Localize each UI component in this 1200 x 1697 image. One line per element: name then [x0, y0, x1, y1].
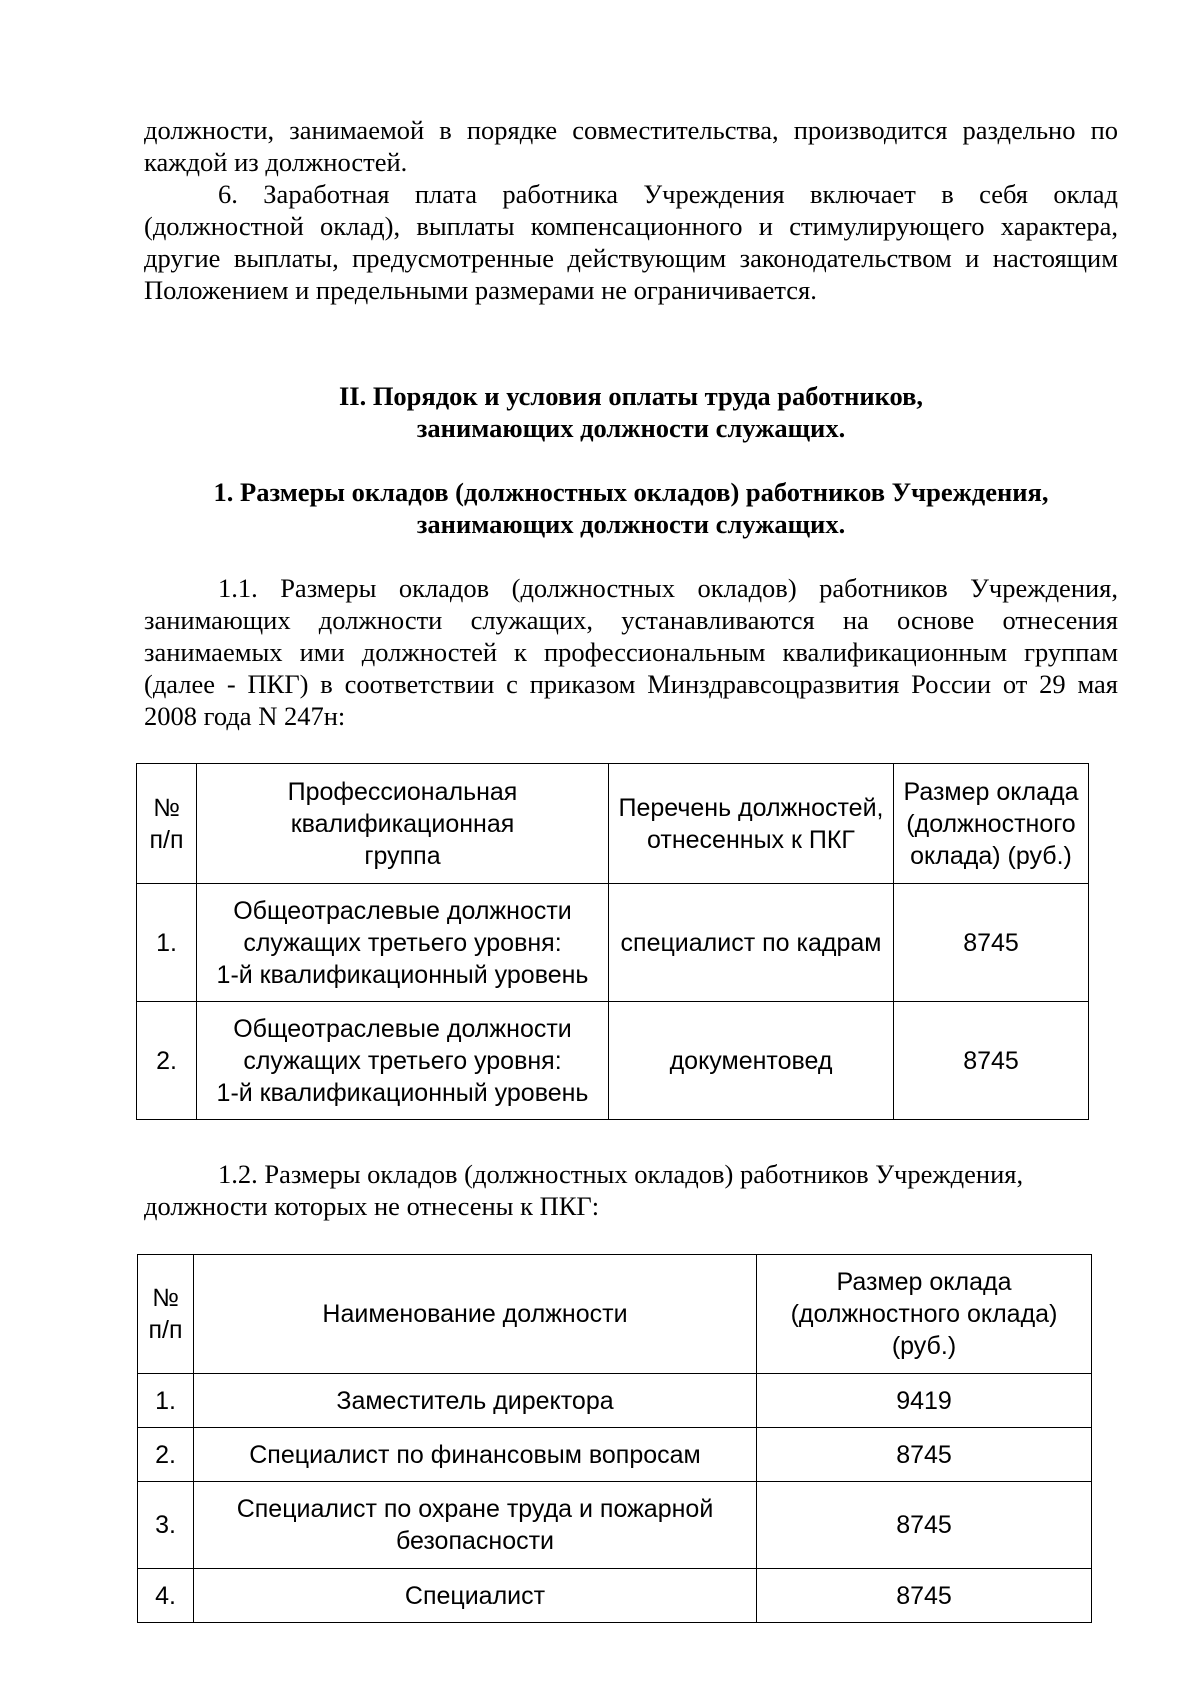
group-line: Общеотраслевые должности [233, 896, 572, 925]
row-salary: 8745 [757, 1569, 1092, 1623]
intro-paragraph-1: должности, занимаемой в порядке совместительства, производится раздельно по каждой из должностей. [144, 115, 1118, 177]
table-row [138, 1374, 1092, 1428]
subsection-heading-line-1: 1. Размеры окладов (должностных окладов) работников Учреждения, [213, 477, 1049, 507]
subsection-heading-line-2: занимающих должности служащих. [416, 509, 846, 539]
table-header-row [137, 764, 1089, 884]
section-heading-line-2: занимающих должности служащих. [416, 413, 846, 443]
row-position: документовед [609, 1002, 894, 1120]
row-position-name: Специалист по финансовым вопросам [194, 1428, 757, 1482]
position-name-line: Специалист по охране труда и пожарной [236, 1495, 714, 1523]
row-salary: 8745 [757, 1428, 1092, 1482]
row-position: специалист по кадрам [609, 884, 894, 1002]
table-row [138, 1482, 1092, 1569]
row-number: 3. [138, 1482, 194, 1569]
paragraph-1-1: 1.1. Размеры окладов (должностных окладов) работников Учреждения, занимающих должности служащих, устанавливаются на основе отнесения занимаемых ими должностей к профессиональным квалификационным группам (далее - ПКГ) в соответствии с приказом Минздравсоцразвития России от 29 мая 2008 года N 247н: [144, 573, 1118, 731]
intro-paragraph-2: 6. Заработная плата работника Учреждения включает в себя оклад (должностной оклад), выплаты компенсационного и стимулирующего характера, другие выплаты, предусмотренные действующим законодательством и настоящим Положением и предельными размерами не ограничивается. [144, 179, 1118, 305]
salary-header-line: (руб.) [891, 1332, 957, 1360]
paragraph-1-1-block [144, 572, 1118, 732]
position-name-line: безопасности [395, 1527, 555, 1555]
salary-header-line: Размер оклада [836, 1268, 1012, 1296]
header-position-name: Наименование должности [194, 1255, 757, 1374]
row-number: 2. [137, 1002, 197, 1120]
header-number [138, 1255, 194, 1374]
header-salary: Размер оклада (должностного оклада) (руб.) [894, 764, 1089, 884]
table-row [137, 884, 1089, 1002]
subsection-heading [144, 476, 1118, 540]
row-number: 1. [137, 884, 197, 1002]
row-salary: 9419 [757, 1374, 1092, 1428]
non-pkg-salary-table [137, 1254, 1092, 1623]
header-number-abbr: п/п [148, 1316, 183, 1344]
salary-header-line: (должностного оклада) [790, 1300, 1058, 1328]
row-qualification-group [197, 1002, 609, 1120]
paragraph-1-2-block [144, 1158, 1118, 1222]
row-salary: 8745 [894, 1002, 1089, 1120]
header-qualification-group: Профессиональная квалификационная группа [197, 764, 609, 884]
header-number-abbr: п/п [149, 825, 184, 854]
row-position-name: Заместитель директора [194, 1374, 757, 1428]
paragraph-1-2: 1.2. Размеры окладов (должностных окладов) работников Учреждения, должности которых не отнесены к ПКГ: [144, 1159, 1024, 1221]
row-qualification-group [197, 884, 609, 1002]
section-heading-line-1: II. Порядок и условия оплаты труда работников, [338, 381, 924, 411]
header-positions-list: Перечень должностей, отнесенных к ПКГ [609, 764, 894, 884]
row-number: 2. [138, 1428, 194, 1482]
document-page [144, 114, 1118, 306]
header-number-symbol: № [152, 1284, 179, 1312]
table-row [138, 1428, 1092, 1482]
header-salary [757, 1255, 1092, 1374]
group-line: Общеотраслевые должности [233, 1014, 572, 1043]
group-line: 1-й квалификационный уровень [216, 1078, 589, 1107]
header-number-symbol: № [153, 793, 180, 822]
row-number: 4. [138, 1569, 194, 1623]
row-position-name: Специалист [194, 1569, 757, 1623]
section-heading [144, 380, 1118, 444]
row-salary: 8745 [894, 884, 1089, 1002]
row-number: 1. [138, 1374, 194, 1428]
table-row [137, 1002, 1089, 1120]
row-position-name [194, 1482, 757, 1569]
group-line: служащих третьего уровня: [243, 1046, 562, 1075]
pkg-salary-table [136, 763, 1089, 1120]
table-row [138, 1569, 1092, 1623]
header-number [137, 764, 197, 884]
row-salary: 8745 [757, 1482, 1092, 1569]
table-header-row [138, 1255, 1092, 1374]
group-line: 1-й квалификационный уровень [216, 960, 589, 989]
group-line: служащих третьего уровня: [243, 928, 562, 957]
